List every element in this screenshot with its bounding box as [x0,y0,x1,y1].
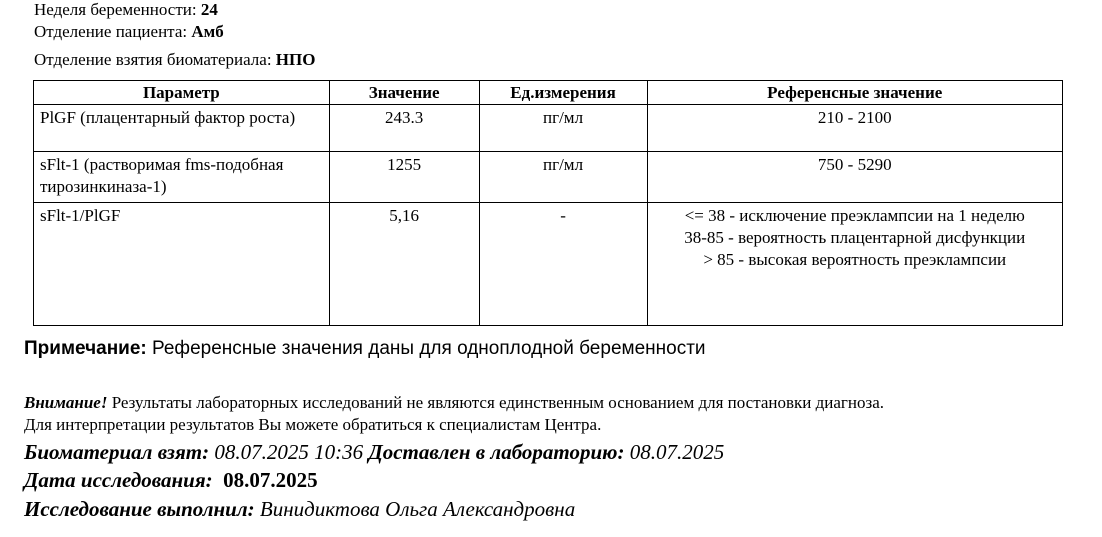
taken-label: Биоматериал взят: [24,440,210,464]
delivered-value: 08.07.2025 [629,440,725,464]
bio-dept-line [34,50,315,70]
column-header-unit: Ед.измерения [479,81,647,105]
performer-line [24,497,575,522]
table-header-row [34,81,1063,105]
patient-dept-label: Отделение пациента: [34,22,188,41]
column-header-ref: Референсные значение [647,81,1063,105]
taken-value: 08.07.2025 10:36 [214,440,364,464]
column-header-param: Параметр [34,81,330,105]
ref-line: 38-85 - вероятность плацентарной дисфункции [684,228,1026,247]
pregnancy-week-line [34,0,218,20]
warning-block [24,392,884,436]
pregnancy-week-label: Неделя беременности: [34,0,197,19]
patient-dept-value: Амб [191,22,224,41]
study-date-line [24,468,318,493]
warning-label: Внимание! [24,393,108,412]
delivered-label: Доставлен в лабораторию: [368,440,625,464]
unit-cell: - [479,203,647,326]
performer-label: Исследование выполнил: [24,497,255,521]
note-line [24,338,706,360]
param-cell: sFlt-1/PlGF [34,203,330,326]
note-text: Референсные значения даны для одноплодной беременности [152,338,706,359]
pregnancy-week-value: 24 [200,0,218,19]
bio-dept-label: Отделение взятия биоматериала: [34,50,272,69]
study-date-value: 08.07.2025 [223,468,318,492]
unit-cell: пг/мл [479,105,647,152]
biomaterial-line [24,440,724,465]
column-header-value: Значение [329,81,479,105]
value-cell: 1255 [329,152,479,203]
param-cell: sFlt-1 (растворимая fms-подобная тирозинкиназа-1) [34,152,330,203]
value-cell: 243.3 [329,105,479,152]
ref-cell [647,152,1063,203]
table-row [34,152,1063,203]
ref-line: > 85 - высокая вероятность преэклампсии [703,250,1007,269]
bio-dept-value: НПО [275,50,316,69]
warning-text-2: Для интерпретации результатов Вы можете обратиться к специалистам Центра. [24,415,602,434]
study-date-label: Дата исследования: [24,468,213,492]
value-cell: 5,16 [329,203,479,326]
ref-line: 750 - 5290 [817,155,892,174]
ref-line: 210 - 2100 [817,108,892,127]
table-row [34,203,1063,326]
param-cell: PlGF (плацентарный фактор роста) [34,105,330,152]
unit-cell: пг/мл [479,152,647,203]
table-row [34,105,1063,152]
performer-value: Винидиктова Ольга Александровна [259,497,576,521]
patient-dept-line [34,22,224,42]
ref-cell [647,203,1063,326]
warning-text-1: Результаты лабораторных исследований не являются единственным основанием для постановки диагноза. [111,393,885,412]
ref-line: <= 38 - исключение преэклампсии на 1 неделю [684,206,1025,225]
note-label: Примечание: [24,338,147,359]
warning-line-1 [24,392,884,414]
ref-cell [647,105,1063,152]
results-table [33,80,1063,326]
